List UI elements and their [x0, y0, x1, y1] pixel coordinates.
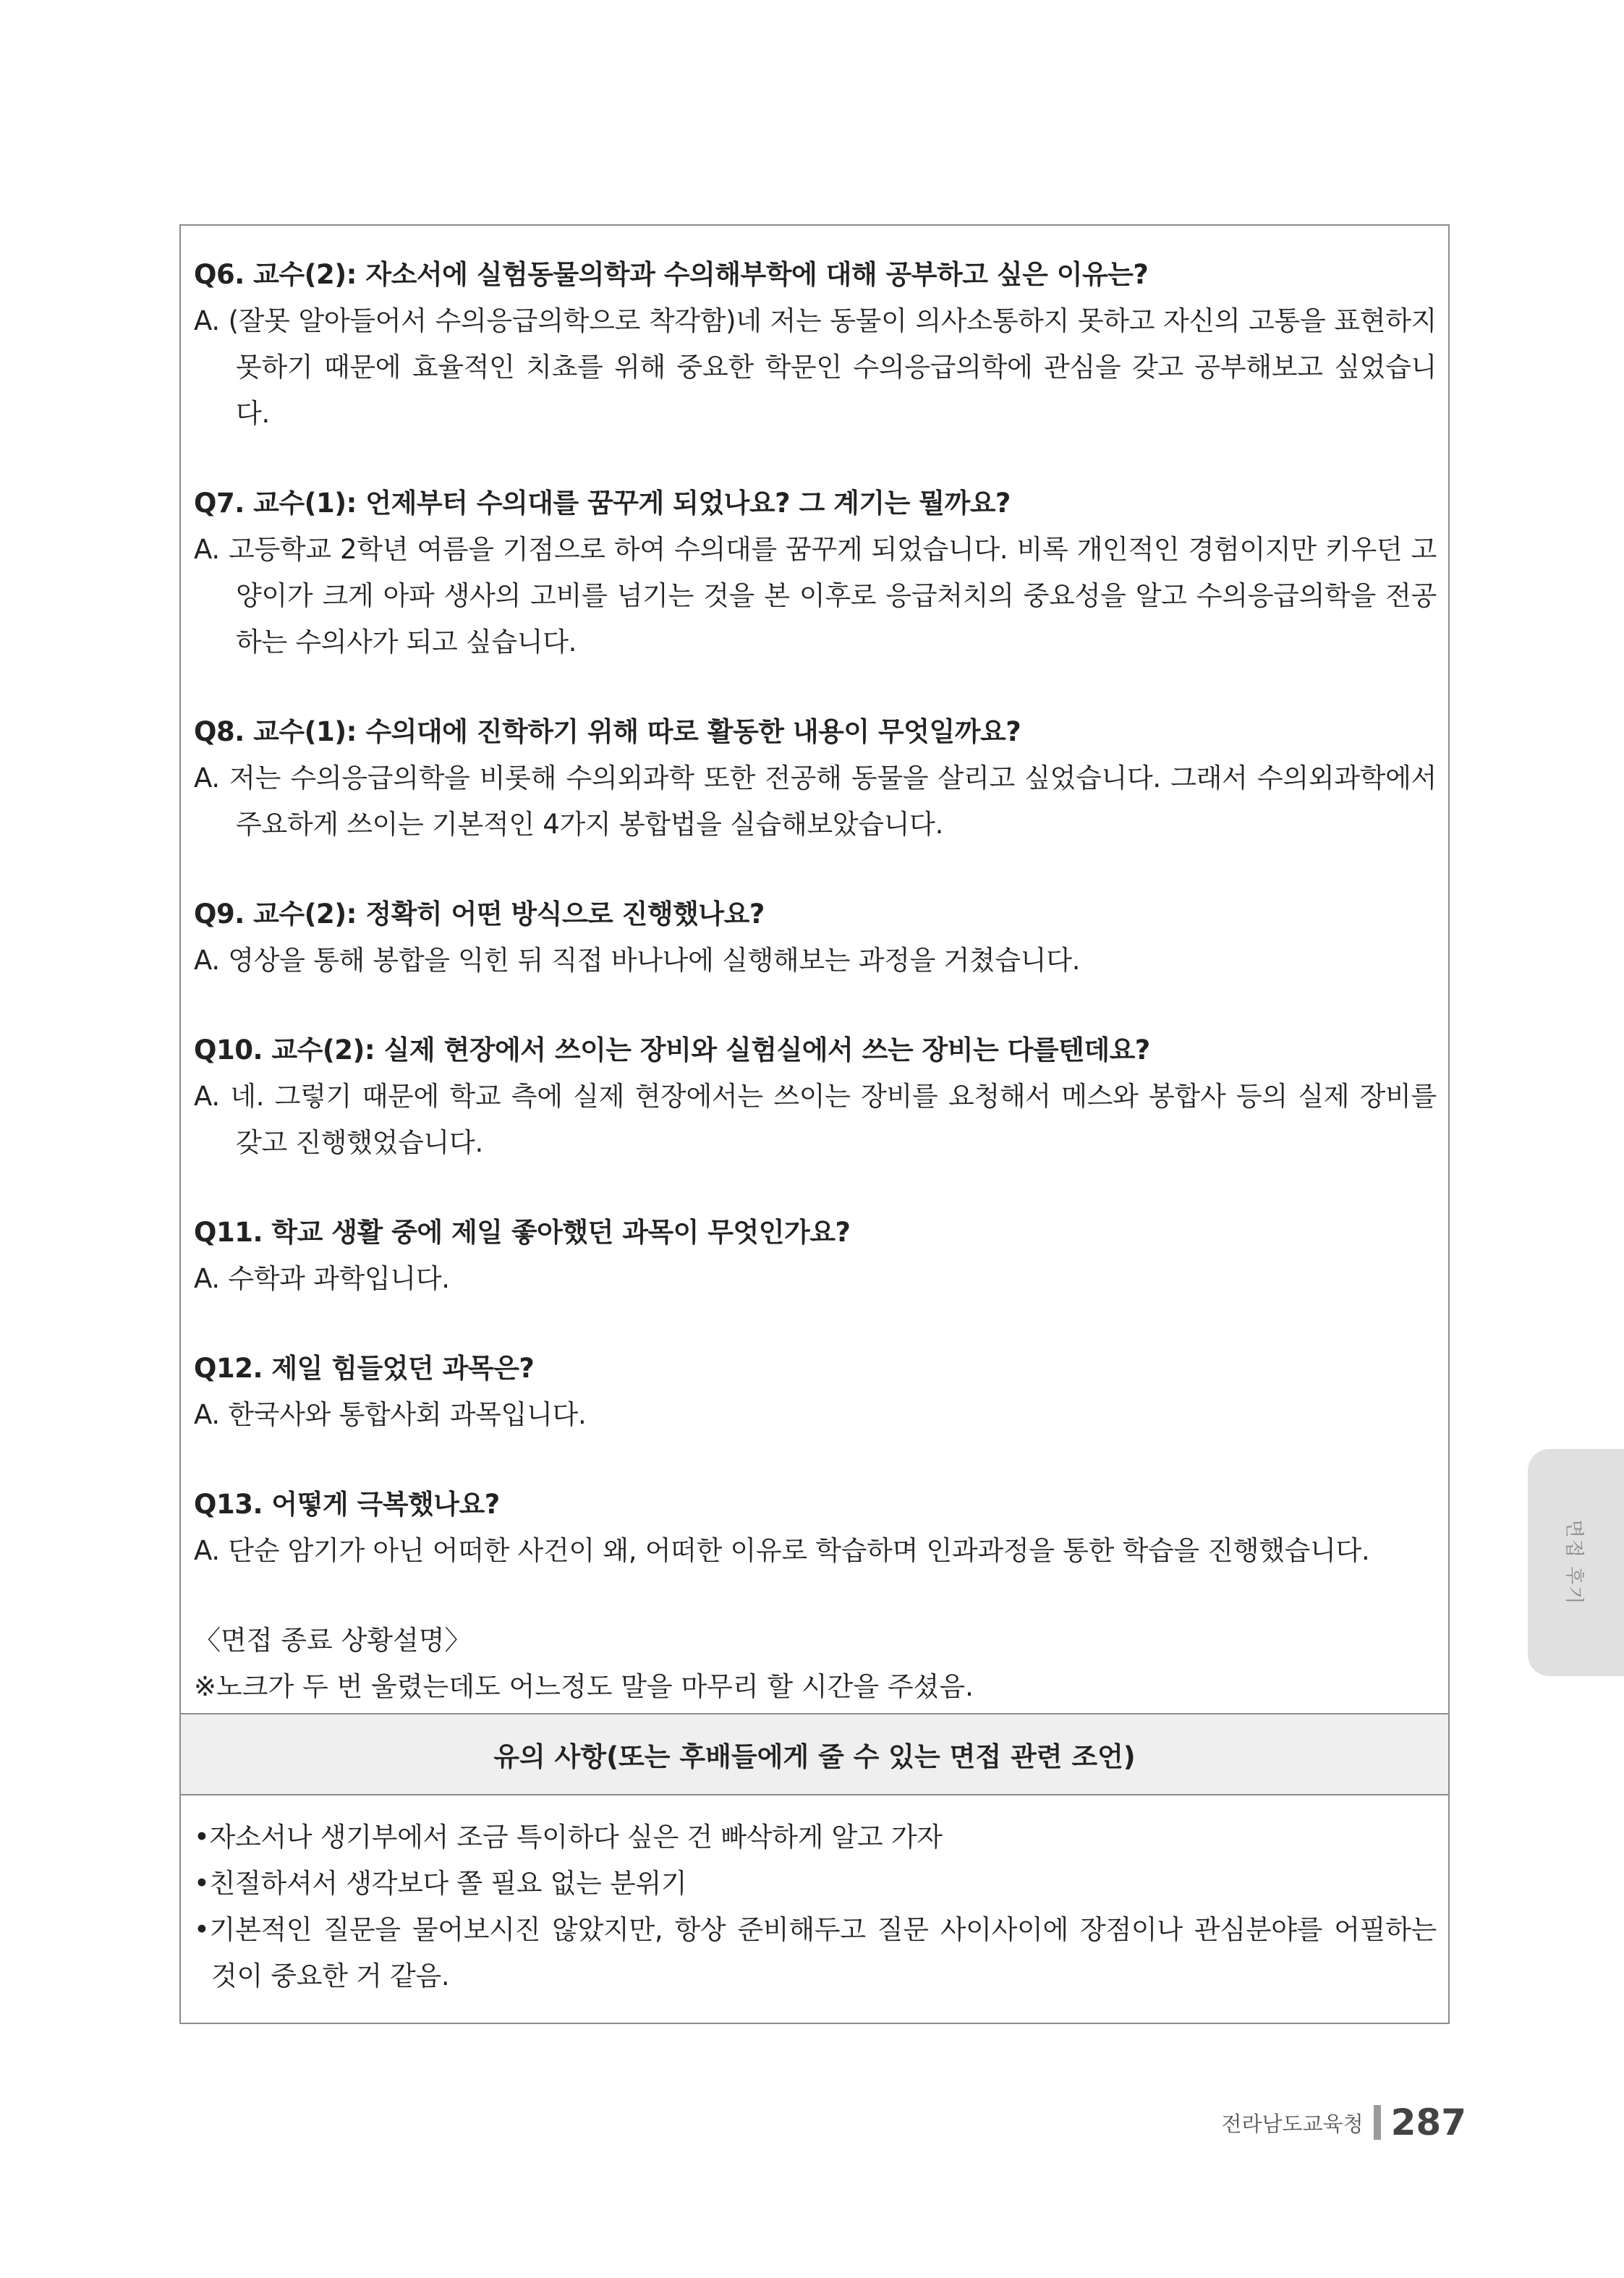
tip-item: •자소서나 생기부에서 조금 특이하다 싶은 건 빠삭하게 알고 가자 — [194, 1822, 943, 1853]
question: Q7. 교수(1): 언제부터 수의대를 꿈꾸게 되었나요? 그 계기는 뭘까요? — [194, 488, 1011, 519]
question: Q11. 학교 생활 중에 제일 좋아했던 과목이 무엇인가요? — [194, 1217, 851, 1248]
answer: A. 단순 암기가 아닌 어떠한 사건이 왜, 어떠한 이유로 학습하며 인과과정을 통한 학습을 진행했습니다. — [194, 1535, 1370, 1566]
qa-item — [194, 1346, 1437, 1438]
tips-header: 유의 사항(또는 후배들에게 줄 수 있는 면접 관련 조언) — [181, 1713, 1448, 1795]
side-tab-label: 면접 후기 — [1563, 1519, 1585, 1606]
qa-item — [194, 709, 1437, 848]
section-side-tab — [1528, 1449, 1624, 1676]
tips-list — [194, 1814, 1437, 1999]
qa-list — [194, 252, 1437, 1710]
page-number: 287 — [1390, 2101, 1466, 2143]
tip-item: •친절하셔서 생각보다 쫄 필요 없는 분위기 — [194, 1868, 687, 1899]
qa-item — [194, 891, 1437, 984]
qa-item — [194, 1482, 1437, 1574]
closing-title: 〈면접 종료 상황설명〉 — [194, 1625, 472, 1656]
footer-divider — [1374, 2105, 1381, 2140]
qa-item — [194, 1210, 1437, 1302]
closing-text: ※노크가 두 번 울렸는데도 어느정도 말을 마무리 할 시간을 주셨음. — [194, 1671, 974, 1702]
answer: A. 영상을 통해 봉합을 익힌 뒤 직접 바나나에 실행해보는 과정을 거쳤습니다. — [194, 945, 1081, 976]
question: Q9. 교수(2): 정확히 어떤 방식으로 진행했나요? — [194, 898, 765, 930]
answer: A. 네. 그렇기 때문에 학교 측에 실제 현장에서는 쓰이는 장비를 요청해서 메스와 봉합사 등의 실제 장비를 갖고 진행했었습니다. — [194, 1081, 1437, 1158]
qa-item — [194, 1027, 1437, 1166]
question: Q8. 교수(1): 수의대에 진학하기 위해 따로 활동한 내용이 무엇일까요? — [194, 716, 1021, 747]
question: Q12. 제일 힘들었던 과목은? — [194, 1353, 535, 1384]
answer: A. 수학과 과학입니다. — [194, 1263, 450, 1294]
question: Q13. 어떻게 극복했나요? — [194, 1489, 500, 1520]
question: Q10. 교수(2): 실제 현장에서 쓰이는 장비와 실험실에서 쓰는 장비는 다를텐데요? — [194, 1034, 1150, 1066]
answer: A. 고등학교 2학년 여름을 기점으로 하여 수의대를 꿈꾸게 되었습니다. 비록 개인적인 경험이지만 키우던 고양이가 크게 아파 생사의 고비를 넘기는 것을 본 이후로 응급처치의 중요성을 알고 수의응급의학을 전공하는 수의사가 되고 싶습니다. — [194, 534, 1437, 658]
page-footer — [1222, 2101, 1466, 2143]
closing-note — [194, 1618, 1437, 1710]
qa-item — [194, 252, 1437, 437]
qa-item — [194, 480, 1437, 666]
tip-item: •기본적인 질문을 물어보시진 않았지만, 항상 준비해두고 질문 사이사이에 장점이나 관심분야를 어필하는 것이 중요한 거 같음. — [194, 1914, 1437, 1992]
interview-content-box — [179, 224, 1450, 2024]
question: Q6. 교수(2): 자소서에 실험동물의학과 수의해부학에 대해 공부하고 싶은 이유는? — [194, 259, 1149, 290]
answer: A. 저는 수의응급의학을 비롯해 수의외과학 또한 전공해 동물을 살리고 싶었습니다. 그래서 수의외과학에서 주요하게 쓰이는 기본적인 4가지 봉합법을 실습해보았습니다. — [194, 762, 1437, 840]
footer-organization: 전라남도교육청 — [1221, 2111, 1364, 2136]
answer: A. 한국사와 통합사회 과목입니다. — [194, 1399, 587, 1430]
answer: A. (잘못 알아들어서 수의응급의학으로 착각함)네 저는 동물이 의사소통하지 못하고 자신의 고통을 표현하지 못하기 때문에 효율적인 치쵸를 위해 중요한 학문인 수의응급의학에 관심을 갖고 공부해보고 싶었습니다. — [194, 305, 1437, 429]
